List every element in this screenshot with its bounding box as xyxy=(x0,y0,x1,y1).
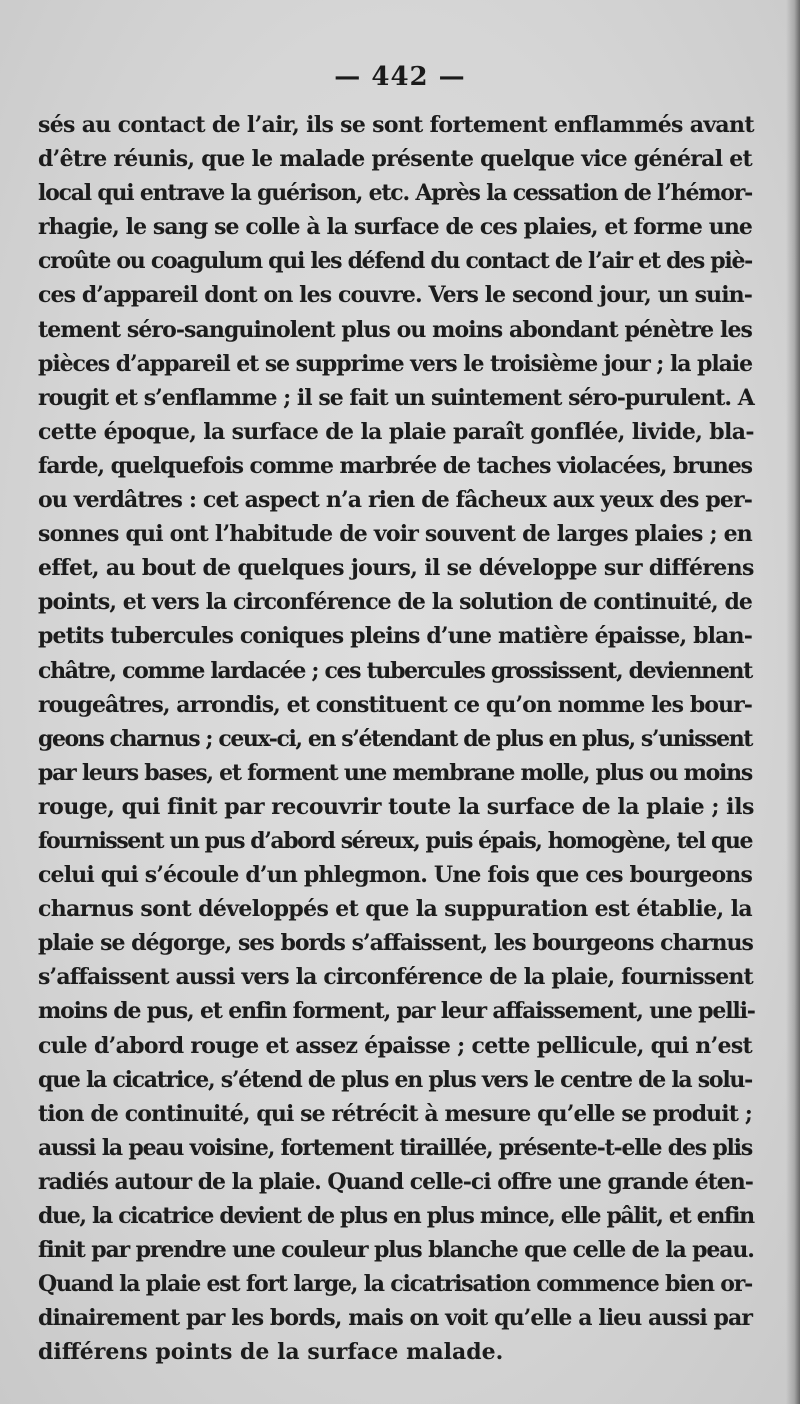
page-number-header: — 442 — xyxy=(334,62,466,92)
text-line: que la cicatrice, s’étend de plus en plus vers le centre de la solu- xyxy=(38,1066,753,1093)
text-line: d’être réunis, que le malade présente quelque vice général et xyxy=(38,146,752,173)
text-line: petits tubercules coniques pleins d’une matière épaisse, blan- xyxy=(38,623,752,650)
text-line: différens points de la surface malade. xyxy=(38,1339,504,1366)
text-line: dinairement par les bords, mais on voit qu’elle a lieu aussi par xyxy=(38,1305,753,1332)
page-edge-shadow xyxy=(786,0,800,1404)
text-line: due, la cicatrice devient de plus en plus mince, elle pâlit, et enfin xyxy=(38,1203,754,1229)
text-line: tement séro-sanguinolent plus ou moins abondant pénètre les xyxy=(38,316,752,343)
text-line: par leurs bases, et forment une membrane molle, plus ou moins xyxy=(38,759,752,786)
text-line: Quand la plaie est fort large, la cicatrisation commence bien or- xyxy=(38,1271,753,1298)
text-line: charnus sont développés et que la suppuration est établie, la xyxy=(38,896,752,923)
text-line: finit par prendre une couleur plus blanche que celle de la peau. xyxy=(38,1237,754,1264)
text-line: cette époque, la surface de la plaie paraît gonflée, livide, bla- xyxy=(38,418,754,445)
text-line: aussi la peau voisine, fortement tiraillée, présente-t-elle des plis xyxy=(38,1134,752,1161)
text-line: rhagie, le sang se colle à la surface de ces plaies, et forme une xyxy=(38,214,752,241)
text-line: sés au contact de l’air, ils se sont fortement enflammés avant xyxy=(38,112,754,138)
text-line: cule d’abord rouge et assez épaisse ; cette pellicule, qui n’est xyxy=(38,1032,753,1059)
text-line: croûte ou coagulum qui les défend du contact de l’air et des piè- xyxy=(38,248,752,275)
text-line: moins de pus, et enfin forment, par leur affaissement, une pelli- xyxy=(38,998,755,1025)
text-line: châtre, comme lardacée ; ces tubercules grossissent, deviennent xyxy=(38,657,752,684)
text-line: farde, quelquefois comme marbrée de taches violacées, brunes xyxy=(38,452,752,479)
text-line: fournissent un pus d’abord séreux, puis épais, homogène, tel que xyxy=(38,827,752,854)
text-line: geons charnus ; ceux-ci, en s’étendant de plus en plus, s’unissent xyxy=(38,725,753,752)
text-line: tion de continuité, qui se rétrécit à mesure qu’elle se produit ; xyxy=(38,1100,752,1127)
text-line: rougit et s’enflamme ; il se fait un suintement séro-purulent. A xyxy=(38,384,754,411)
text-line: ces d’appareil dont on les couvre. Vers le second jour, un suin- xyxy=(38,282,752,309)
body-text xyxy=(38,108,755,1369)
text-line: plaie se dégorge, ses bords s’affaissent, les bourgeons charnus xyxy=(38,930,753,957)
text-line: s’affaissent aussi vers la circonférence de la plaie, fournissent xyxy=(38,964,753,991)
text-line: radiés autour de la plaie. Quand celle-ci offre une grande éten- xyxy=(38,1168,753,1195)
text-line: local qui entrave la guérison, etc. Après la cessation de l’hémor- xyxy=(38,180,753,207)
text-line: effet, au bout de quelques jours, il se développe sur différens xyxy=(38,555,754,582)
text-line: ou verdâtres : cet aspect n’a rien de fâcheux aux yeux des per- xyxy=(38,487,752,514)
text-line: rouge, qui finit par recouvrir toute la surface de la plaie ; ils xyxy=(38,793,754,820)
text-line: pièces d’appareil et se supprime vers le troisième jour ; la plaie xyxy=(38,350,753,377)
text-line: points, et vers la circonférence de la solution de continuité, de xyxy=(38,589,752,616)
text-line: sonnes qui ont l’habitude de voir souvent de larges plaies ; en xyxy=(38,521,752,548)
text-line: rougeâtres, arrondis, et constituent ce qu’on nomme les bour- xyxy=(38,691,753,718)
text-line: celui qui s’écoule d’un phlegmon. Une fois que ces bourgeons xyxy=(38,862,752,889)
